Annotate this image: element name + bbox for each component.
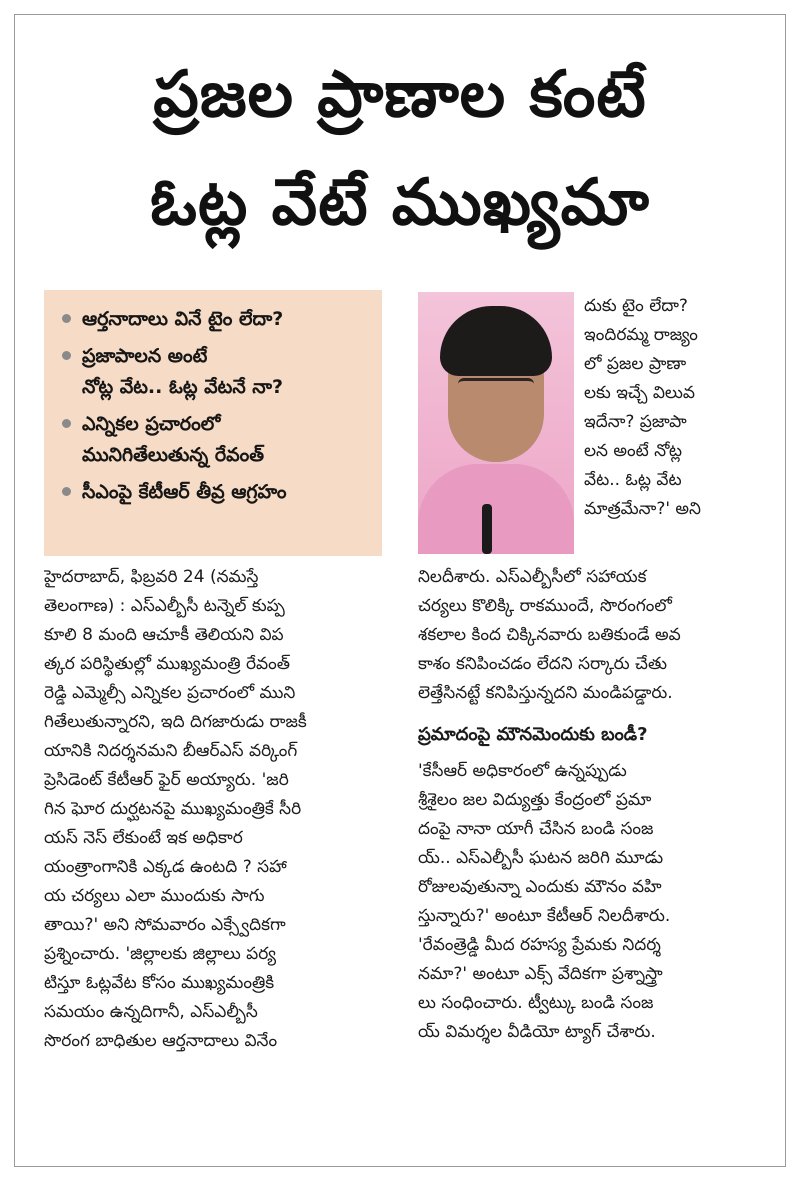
article-line: త్కర పరిస్థితుల్లో ముఖ్యమంత్రి రేవంత్ <box>44 654 290 674</box>
article-line: య్ విమర్శల వీడియో ట్యాగ్ చేశారు. <box>418 1022 656 1042</box>
article-line: గిన ఘోర దుర్ఘటనపై ముఖ్యమంత్రికే సీరి <box>44 799 302 819</box>
article-line: లన అంటే నోట్ల <box>584 441 683 461</box>
article-line: ప్రెసిడెంట్ కేటీఆర్ ఫైర్ అయ్యారు. 'జరి <box>44 770 289 790</box>
bullet-icon <box>62 487 71 496</box>
highlight-item <box>60 341 370 403</box>
highlights-box <box>44 290 382 556</box>
article-subheading: ప్రమాదంపై మౌనమెందుకు బండీ? <box>418 724 648 745</box>
article-line: దుకు టైం లేదా? <box>584 296 688 316</box>
article-line: తాయి?' అని సోమవారం ఎక్స్వేదికగా <box>44 915 286 935</box>
article-line: సొరంగ బాధితుల ఆర్తనాదాలు వినేం <box>44 1031 278 1051</box>
article-line: కాశం కనిపించడం లేదని సర్కారు చేతు <box>418 654 668 674</box>
headline-line-1: ప్రజల ప్రాణాల కంటే <box>153 58 647 132</box>
article-line: వేట.. ఓట్ల వేట <box>584 470 682 490</box>
article-line: స్తున్నారు?' అంటూ కేటీఆర్ నిలదీశారు. <box>418 906 671 926</box>
article-line: గితేలుతున్నారని, ఇది దిగజారుడు రాజకీ <box>44 712 307 732</box>
article-column-left <box>44 563 386 1056</box>
article-line: య చర్యలు ఎలా ముందుకు సాగు <box>44 886 265 906</box>
highlights-list <box>60 304 370 508</box>
article-line: శకలాల కింద చిక్కినవారు బతికుండే అవ <box>418 625 681 645</box>
highlight-line: సీఎంపై కేటీఆర్ తీవ్ర ఆగ్రహం <box>82 481 287 503</box>
article-line: లకు ఇచ్చే విలువ <box>584 383 695 403</box>
article-line: శ్రీశైలం జల విద్యుత్తు కేంద్రంలో ప్రమా <box>418 790 652 810</box>
article-line: యానికి నిదర్శనమని బీఆర్ఎస్ వర్కింగ్ <box>44 741 298 761</box>
article-line: చర్యలు కొలిక్కి రాకముందే, సొరంగంలో <box>418 596 672 616</box>
bullet-icon <box>62 351 71 360</box>
highlight-item <box>60 304 370 335</box>
article-line: య్.. ఎస్ఎల్బీసీ ఘటన జరిగి మూడు <box>418 848 664 868</box>
highlight-line: మునిగితేలుతున్న రేవంత్ <box>82 444 265 466</box>
highlight-line: నోట్ల వేట.. ఓట్ల వేటనే నా? <box>82 376 284 398</box>
photo-shirt <box>418 464 574 554</box>
article-line: దంపై నానా యాగీ చేసిన బండి సంజ <box>418 819 654 839</box>
article-line: ప్రశ్నించారు. 'జిల్లాలకు జిల్లాలు పర్య <box>44 944 277 964</box>
article-line: హైదరాబాద్, ఫిబ్రవరి 24 (నమస్తే <box>44 567 259 587</box>
article-line: లెత్తేసినట్టే కనిపిస్తున్నదని మండిపడ్డారు. <box>418 683 673 703</box>
microphone-icon <box>482 504 492 554</box>
article-column-right <box>418 563 774 1047</box>
highlight-item <box>60 409 370 471</box>
photo-glasses <box>458 378 534 394</box>
article-line: ఇదేనా? ప్రజాపా <box>584 412 687 432</box>
article-line: లు సంధించారు. ట్వీట్కు బండి సంజ <box>418 993 654 1013</box>
article-line: రోజులవుతున్నా ఎందుకు మౌనం వహి <box>418 877 662 897</box>
article-line: సమయం ఉన్నదిగానీ, ఎస్ఎల్బీసీ <box>44 1002 258 1022</box>
article-line: యస్ నెస్ లేకుంటే ఇక అధికార <box>44 828 243 848</box>
bullet-icon <box>62 314 71 323</box>
speaker-photo <box>418 292 574 554</box>
highlight-line: ప్రజాపాలన అంటే <box>82 345 208 367</box>
article-line: 'రేవంత్రెడ్డి మీద రహస్య ప్రేమకు నిదర్శ <box>418 935 661 955</box>
highlight-line: ఎన్నికల ప్రచారంలో <box>82 413 221 435</box>
photo-hair <box>440 306 552 376</box>
article-line: కూలి 8 మంది ఆచూకీ తెలియని విప <box>44 625 284 645</box>
article-line: యంత్రాంగానికి ఎక్కడ ఉంటది ? సహా <box>44 857 287 877</box>
highlight-line: ఆర్తనాదాలు వినే టైం లేదా? <box>82 308 284 330</box>
article-line: నమా?' అంటూ ఎక్స్ వేదికగా ప్రశ్నాస్త్రా <box>418 964 663 984</box>
article-line: నిలదీశారు. ఎస్ఎల్బీసీలో సహాయక <box>418 567 647 587</box>
headline-line-2: ఓట్ల వేటే ముఖ్యమా <box>150 166 650 240</box>
article-line: మాత్రమేనా?' అని <box>584 499 701 519</box>
article-line: ఇందిరమ్మ రాజ్యం <box>584 325 698 345</box>
article-line: 'కేసీఆర్ అధికారంలో ఉన్నప్పుడు <box>418 761 627 781</box>
highlight-item <box>60 477 370 508</box>
article-line: లో ప్రజల ప్రాణా <box>584 354 687 374</box>
bullet-icon <box>62 419 71 428</box>
article-column-right-top <box>584 292 774 524</box>
article-line: టిస్తూ ఓట్లవేట కోసం ముఖ్యమంత్రికి <box>44 973 275 993</box>
article-line: తెలంగాణ) : ఎస్ఎల్బీసీ టన్నెల్ కుప్ప <box>44 596 285 616</box>
article-line: రెడ్డి ఎమ్మెల్సీ ఎన్నికల ప్రచారంలో ముని <box>44 683 296 703</box>
